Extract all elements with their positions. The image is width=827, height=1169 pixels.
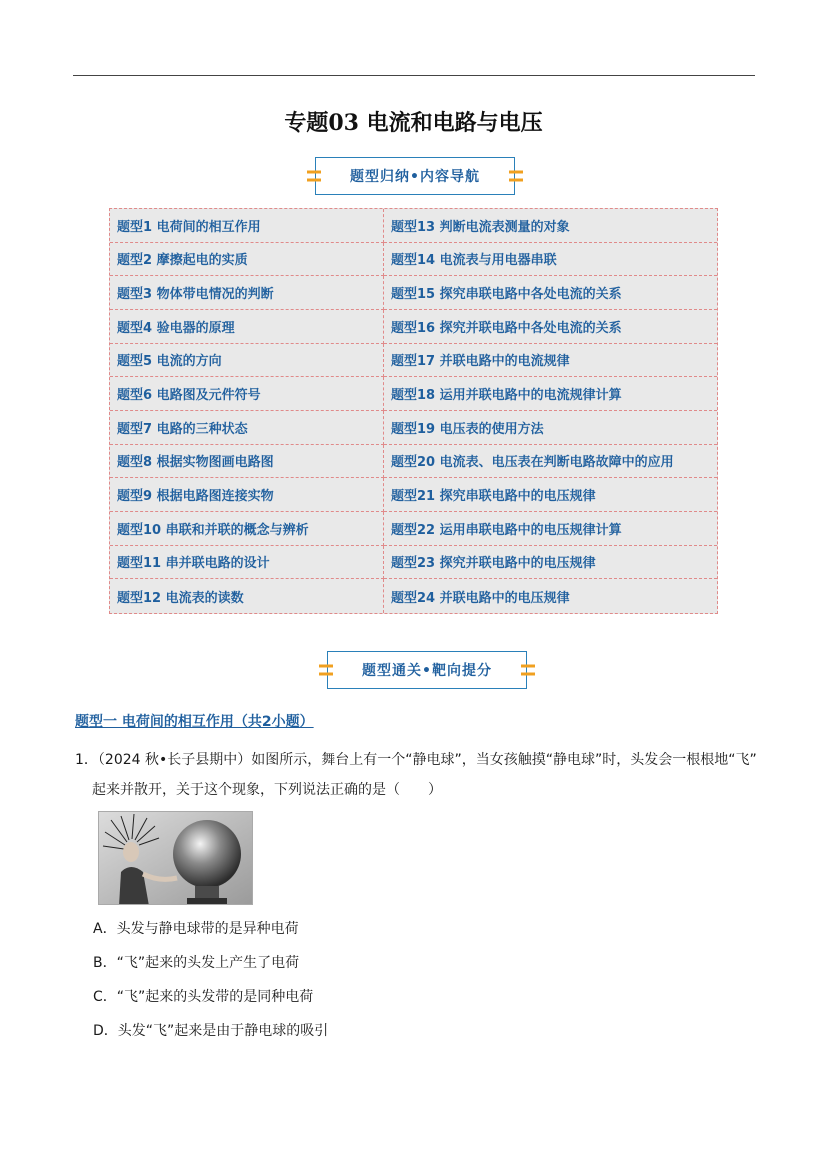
nav-item[interactable]: 题型19 电压表的使用方法	[384, 411, 717, 445]
nav-item[interactable]: 题型3 物体带电情况的判断	[110, 276, 384, 310]
nav-item[interactable]: 题型13 判断电流表测量的对象	[384, 209, 717, 243]
nav-item[interactable]: 题型14 电流表与用电器串联	[384, 243, 717, 277]
nav-item[interactable]: 题型18 运用并联电路中的电流规律计算	[384, 377, 717, 411]
nav-item[interactable]: 题型7 电路的三种状态	[110, 411, 384, 445]
question-1	[75, 745, 765, 805]
option-a[interactable]: A．头发与静电球带的是异种电荷	[93, 921, 299, 937]
topic-navigation-table	[109, 208, 718, 614]
nav-item[interactable]: 题型12 电流表的读数	[110, 579, 384, 613]
nav-banner-label: 题型归纳•内容导航	[350, 169, 480, 185]
nav-item[interactable]: 题型22 运用串联电路中的电压规律计算	[384, 512, 717, 546]
question-stem-line2: 起来并散开，关于这个现象，下列说法正确的是（ ）	[92, 782, 442, 798]
nav-item[interactable]: 题型21 探究串联电路中的电压规律	[384, 478, 717, 512]
nav-item[interactable]: 题型6 电路图及元件符号	[110, 377, 384, 411]
static-ball-photo	[98, 811, 253, 905]
practice-banner-label: 题型通关•靶向提分	[362, 663, 492, 679]
nav-item[interactable]: 题型24 并联电路中的电压规律	[391, 590, 570, 606]
nav-item[interactable]: 题型23 探究并联电路中的电压规律	[384, 546, 717, 580]
nav-item[interactable]: 题型17 并联电路中的电流规律	[384, 344, 717, 378]
question-stem-line1: 1．（2024 秋•长子县期中）如图所示，舞台上有一个“静电球”，当女孩触摸“静电球”时，头发会一根根地“飞”	[75, 752, 757, 768]
nav-item[interactable]: 题型20 电流表、电压表在判断电路故障中的应用	[384, 445, 717, 479]
page-title: 专题03 电流和电路与电压	[284, 110, 543, 136]
nav-banner	[315, 157, 515, 195]
answer-options	[93, 914, 328, 1050]
nav-item[interactable]: 题型4 验电器的原理	[110, 310, 384, 344]
nav-item[interactable]: 题型5 电流的方向	[110, 344, 384, 378]
nav-item[interactable]: 题型1 电荷间的相互作用	[110, 209, 384, 243]
nav-item[interactable]: 题型8 根据实物图画电路图	[110, 445, 384, 479]
banner-deco-icon	[319, 665, 333, 676]
banner-deco-icon	[521, 665, 535, 676]
practice-banner	[327, 651, 527, 689]
banner-deco-icon	[307, 171, 321, 182]
nav-item[interactable]: 题型16 探究并联电路中各处电流的关系	[384, 310, 717, 344]
banner-deco-icon	[509, 171, 523, 182]
header-rule	[73, 75, 755, 76]
nav-item[interactable]: 题型2 摩擦起电的实质	[110, 243, 384, 277]
nav-item[interactable]: 题型9 根据电路图连接实物	[110, 478, 384, 512]
option-c[interactable]: C．“飞”起来的头发带的是同种电荷	[93, 989, 314, 1005]
option-b[interactable]: B．“飞”起来的头发上产生了电荷	[93, 955, 300, 971]
section-heading: 题型一 电荷间的相互作用（共2小题）	[75, 714, 314, 730]
option-d[interactable]: D．头发“飞”起来是由于静电球的吸引	[93, 1023, 329, 1039]
nav-item[interactable]: 题型10 串联和并联的概念与辨析	[110, 512, 384, 546]
nav-item[interactable]: 题型15 探究串联电路中各处电流的关系	[384, 276, 717, 310]
nav-item[interactable]: 题型11 串并联电路的设计	[110, 546, 384, 580]
